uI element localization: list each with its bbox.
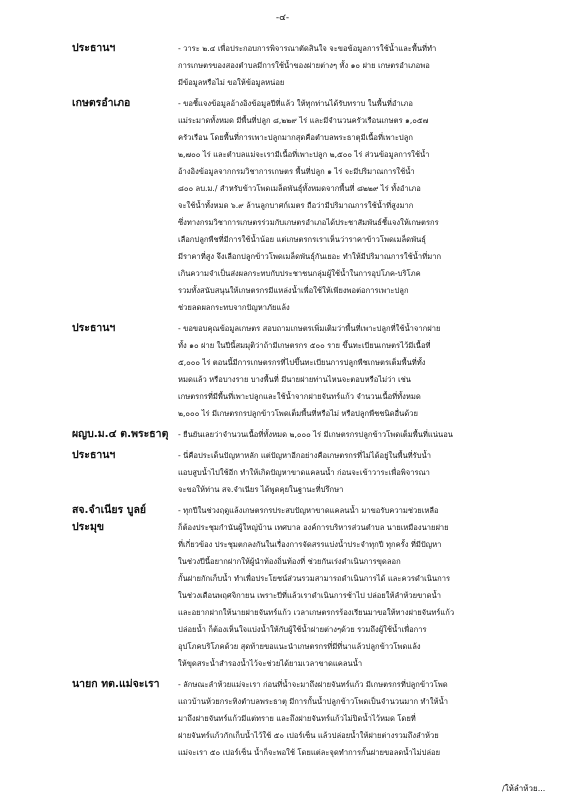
speech-text xyxy=(178,40,542,91)
speech-line: - ยืนยันเลยว่าจำนวนเนื้อที่ทั้งหมด ๒,๐๐๐ ไร่ มีเกษตรกรปลูกข้าวโพดเต็มพื้นที่แน่นอน xyxy=(178,430,453,439)
speech-line: อ้างอิงข้อมูลจากกรมวิชาการเกษตร พื้นที่ปลูก ๑ ไร่ จะมีปริมาณการใช้น้ำ xyxy=(178,167,415,176)
speech-line: ที่เกี่ยวข้อง ประชุมตกลงกันในเรื่องการจัดสรรแบ่งน้ำประจำทุกปี ทุกครั้ง ที่มีปัญหา xyxy=(178,540,442,549)
speech-line: แม่ระมาดทั้งหมด มีพื้นที่ปลูก ๘,๒๒๙ ไร่ และมีจำนวนครัวเรือนเกษตร ๑,๐๕๗ xyxy=(178,116,429,125)
speech-line: อุปโภคบริโภคด้วย สุดท้ายขอแนะนำเกษตรกรที่มีที่นาแล้วปลูกข้าวโพดแล้ง xyxy=(178,642,421,651)
speech-line: แม่จะเรา ๕๐ เปอร์เซ็น น้ำก็จะพอใช้ โดยแต่ละจุดทำการกั้นฝายขอลดน้ำไม่ปล่อย xyxy=(178,748,441,757)
minutes-entry xyxy=(72,95,542,316)
speech-line: กั้นฝายกักเก็บน้ำ ทำเพื่อประโยชน์ส่วนรวมสามารถดำเนินการได้ และควรดำเนินการ xyxy=(178,574,451,583)
speaker-label: ผญบ.ม.๔ ต.พระธาตุ xyxy=(72,428,169,440)
speech-line: มีข้อมูลหรือไม่ ขอให้ข้อมูลหน่อย xyxy=(178,78,285,87)
speaker-label: สจ.จำเนียร บูลย์ประมุข xyxy=(72,504,147,533)
minutes-entry xyxy=(72,40,542,91)
meeting-minutes xyxy=(72,40,542,765)
speech-line: เลือกปลูกพืชที่มีการใช้น้ำน้อย แต่เกษตรกรเราเห็นว่าราคาข้าวโพดเมล็ดพันธุ์ xyxy=(178,235,426,244)
speech-text xyxy=(178,426,542,443)
speech-line: ครัวเรือน โดยพื้นที่การเพาะปลูกมากสุดคือตำบลพระธาตุมีเนื้อที่เพาะปลูก xyxy=(178,133,413,142)
minutes-entry xyxy=(72,426,542,443)
speech-line: แถวบ้านห้วยกระทิงตำบลพระธาตุ มีการกั้นน้ำปลูกข้าวโพดเป็นจำนวนมาก ทำให้น้ำ xyxy=(178,697,448,706)
minutes-entry xyxy=(72,676,542,761)
speech-text xyxy=(178,320,542,422)
speech-line: ซึ่งทางกรมวิชาการเกษตรร่วมกับเกษตรอำเภอได้ประชาสัมพันธ์ชี้แจงให้เกษตรกร xyxy=(178,218,439,227)
speech-line: การเกษตรของสองตำบลมีการใช้น้ำของฝายต่างๆ ทั้ง ๑๐ ฝาย เกษตรอำเภอพอ xyxy=(178,61,430,70)
minutes-entry xyxy=(72,447,542,498)
speech-line: - นี่คือประเด็นปัญหาหลัก แต่ปัญหาอีกอย่างคือเกษตรกรที่ไม่ได้อยู่ในพื้นที่รับน้ำ xyxy=(178,451,432,460)
speech-line: เกษตรกรที่มีพื้นที่เพาะปลูกและใช้น้ำจากฝายจันทร์แก้ว จำนวนเนื้อที่ทั้งหมด xyxy=(178,392,421,401)
speech-line: - ลักษณะลำห้วยแม่จะเรา ก่อนที่น้ำจะมาถึงฝายจันทร์แก้ว มีเกษตรกรที่ปลูกข้าวโพด xyxy=(178,680,448,689)
speaker-label: ประธานฯ xyxy=(72,42,116,54)
speech-text xyxy=(178,676,542,761)
speech-line: - ขอชี้แจงข้อมูลอ้างอิงข้อมูลปีที่แล้ว ให้ทุกท่านได้รับทราบ ในพื้นที่อำเภอ xyxy=(178,99,413,108)
speech-line: และอยากฝากให้นายฝายจันทร์แก้ว เวลาเกษตรกรร้องเรียนมาขอให้ทางฝายจันทร์แก้ว xyxy=(178,608,455,617)
speech-text xyxy=(178,502,542,672)
speech-line: เกินความจำเป็นส่งผลกระทบกับประชาชนกลุ่มผู้ใช้น้ำในการอุปโภค-บริโภค xyxy=(178,269,421,278)
speech-line: - ขอขอบคุณข้อมูลเกษตร สอบถามเกษตรเพิ่มเติมว่าพื้นที่เพาะปลูกที่ใช้น้ำจากฝาย xyxy=(178,324,441,333)
speech-line: รวมทั้งสนับสนุนให้เกษตรกรมีแหล่งน้ำเพื่อใช้ให้เพียงพอต่อการเพาะปลูก xyxy=(178,286,409,295)
speech-text xyxy=(178,447,542,498)
speech-line: ทั้ง ๑๐ ฝาย ในปีนี้สมมุติว่าถ้ามีเกษตรกร ๕๐๐ ราย ขึ้นทะเบียนเกษตรไว้มีเนื้อที่ xyxy=(178,341,431,350)
minutes-entry xyxy=(72,320,542,422)
speech-line: ฝายจันทร์แก้วกักเก็บน้ำไว้ใช้ ๕๐ เปอร์เซ็น แล้วปล่อยน้ำให้ฝายต่างรวมถึงลำห้วย xyxy=(178,731,439,740)
speech-line: ช่วยลดผลกระทบจากปัญหาภัยแล้ง xyxy=(178,303,290,312)
speech-line: มีราคาที่สูง จึงเลือกปลูกข้าวโพดเมล็ดพันธุ์กันเยอะ ทำให้มีปริมาณการใช้น้ำที่มาก xyxy=(178,252,442,261)
speech-line: - ทุกปีในช่วงฤดูแล้งเกษตรกรประสบปัญหาขาดแคลนน้ำ มาขอรับความช่วยเหลือ xyxy=(178,506,439,515)
speaker-label: เกษตรอำเภอ xyxy=(72,97,131,109)
page-number: -๔- xyxy=(275,13,290,23)
speech-line: ๒,๗๐๐ ไร่ และตำบลแม่จะเรามีเนื้อที่เพาะปลูก ๒,๕๐๐ ไร่ ส่วนข้อมูลการใช้น้ำ xyxy=(178,150,430,159)
speech-line: มาถึงฝายจันทร์แก้วมีแต่ทราย และถึงฝายจันทร์แก้วไม่ปิดน้ำไว้หมด โดยที่ xyxy=(178,714,416,723)
minutes-entry xyxy=(72,502,542,672)
speaker-label: นายก ทต.แม่จะเรา xyxy=(72,678,160,690)
speech-line: ๒,๐๐๐ ไร่ มีเกษตรกรปลูกข้าวโพดเต็มพื้นที่หรือไม่ หรือปลูกพืชชนิดอื่นด้วย xyxy=(178,409,418,418)
speech-line: ๕,๐๐๐ ไร่ ตอนนี้มีการเกษตรกรที่ไปขึ้นทะเบียนการปลูกพืชเกษตรเต็มพื้นที่ทั้ง xyxy=(178,358,426,367)
speaker-label: ประธานฯ xyxy=(72,322,116,334)
speech-line: จะใช้น้ำทั้งหมด ๖.๙ ล้านลูกบาศก์เมตร ถือว่ามีปริมาณการใช้น้ำที่สูงมาก xyxy=(178,201,414,210)
speech-line: แอบสูบน้ำไปใช้อีก ทำให้เกิดปัญหาขาดแคลนน้ำ ก่อนจะเข้าวาระเพื่อพิจารณา xyxy=(178,468,430,477)
speech-line: - วาระ ๒.๔ เพื่อประกอบการพิจารณาตัดสินใจ จะขอข้อมูลการใช้น้ำและพื้นที่ทำ xyxy=(178,44,437,53)
speech-line: จะขอให้ท่าน สจ.จำเนียร ได้พูดคุยในฐานะที่ปรึกษา xyxy=(178,485,344,494)
speech-line: หมดแล้ว หรือบางราย บางพื้นที่ มีนายฝายท่านไหนจะตอบหรือไม่ว่า เช่น xyxy=(178,375,411,384)
speech-text xyxy=(178,95,542,316)
speech-line: ให้ขุดสระน้ำสำรองน้ำไว้จะช่วยได้ยามเวลาขาดแคลนน้ำ xyxy=(178,659,363,668)
speech-line: ปล่อยน้ำ ก็ต้องเห็นใจแบ่งน้ำให้กับผู้ใช้น้ำฝายต่างๆด้วย รวมถึงผู้ใช้น้ำเพื่อการ xyxy=(178,625,427,634)
speech-line: ในช่วงปีนี้อยากฝากให้ผู้นำท้องถิ่นท้องที่ ช่วยกันเร่งดำเนินการขุดลอก xyxy=(178,557,401,566)
speech-line: ๘๐๐ ลบ.ม./ สำหรับข้าวโพดเมล็ดพันธุ์ทั้งหมดจากพื้นที่ ๘๒๒๙ ไร่ ทั้งอำเภอ xyxy=(178,184,421,193)
speech-line: ในช่วงเดือนพฤศจิกายน เพราะปีที่แล้วเราดำเนินการช้าไป ปล่อยให้ลำห้วยขาดน้ำ xyxy=(178,591,441,600)
continuation-marker: /ให้ลำห้วย... xyxy=(502,784,546,793)
speech-line: ก็ต้องประชุมกำนันผู้ใหญ่บ้าน เทศบาล องค์การบริหารส่วนตำบล นายเหมืองนายฝาย xyxy=(178,523,449,532)
speaker-label: ประธานฯ xyxy=(72,449,116,461)
